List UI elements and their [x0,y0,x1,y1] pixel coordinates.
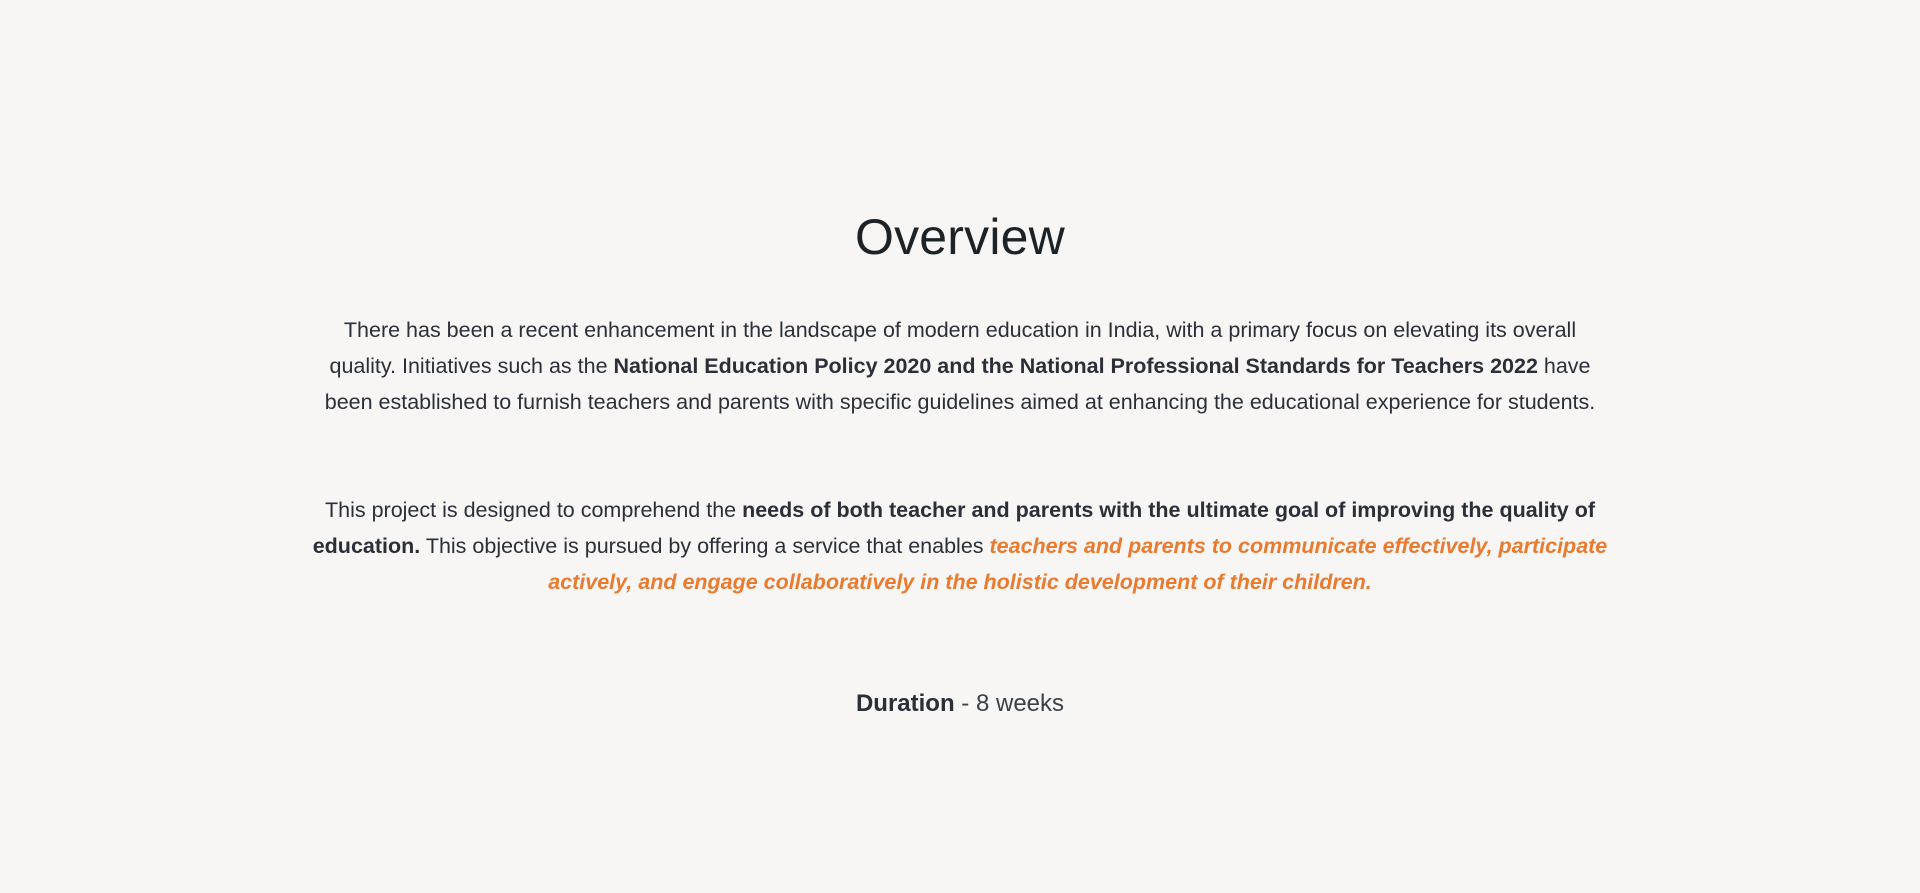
section-title: Overview [855,209,1065,265]
policy-highlight: National Education Policy 2020 and the National Professional Standards for Teachers 2022 [613,354,1538,378]
intro-text-start: There has been a recent enhancement in the landscape of modern education in India, with a primary focus on elevating its overall quality. Initiatives such as the [329,318,1577,378]
intro-paragraph [310,312,1610,420]
duration-label: Duration [855,690,955,717]
needs-highlight: needs of both teacher and parents with the ultimate goal of improving the quality of education. [312,498,1595,558]
goal-accent-text: teachers and parents to communicate effectively, participate actively, and engage collaboratively in the holistic development of their children. [548,534,1608,594]
duration-line [0,690,1920,718]
project-paragraph [310,492,1610,600]
intro-text-end: have been established to furnish teachers and parents with specific guidelines aimed at enhancing the educational experience for students. [324,354,1596,414]
project-text-start: This project is designed to comprehend the [324,498,743,522]
project-text-middle: This objective is pursued by offering a service that enables [420,534,990,558]
duration-value: - 8 weeks [954,690,1065,717]
